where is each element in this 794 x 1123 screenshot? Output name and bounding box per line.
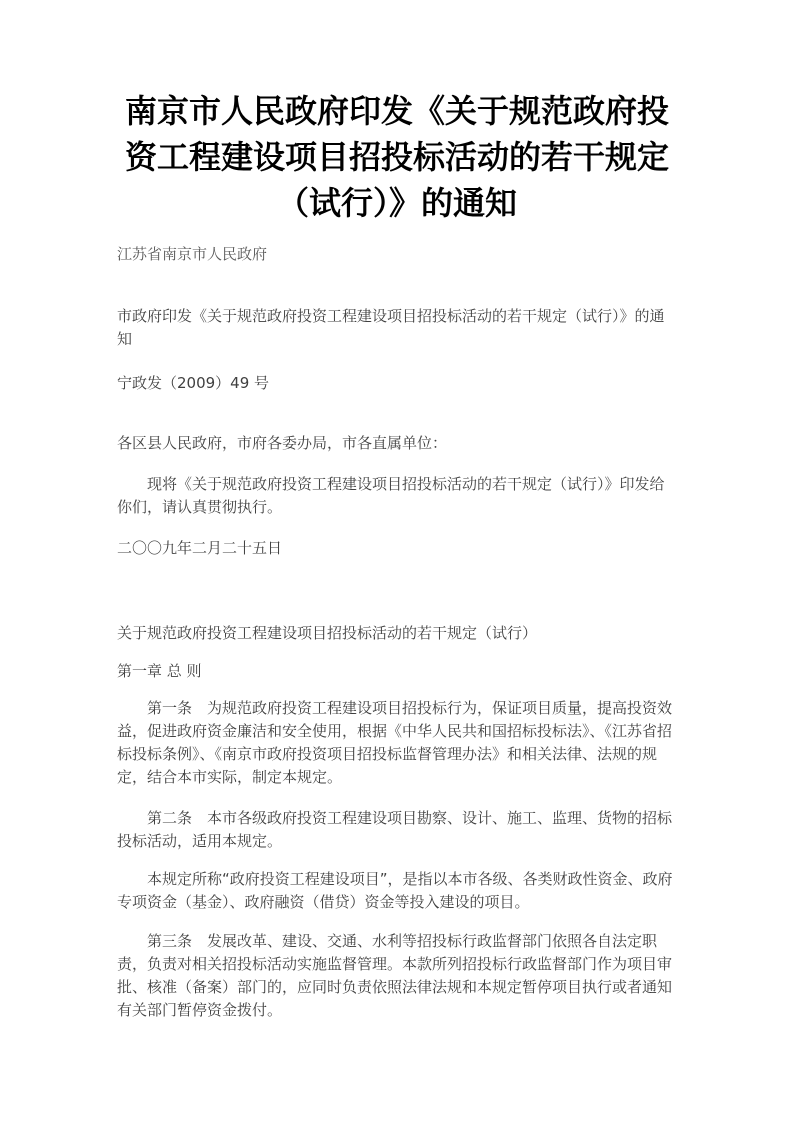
document-title: 南京市人民政府印发《关于规范政府投资工程建设项目招投标活动的若干规定（试行）》的通知 (124, 92, 669, 222)
date-line: 二〇〇九年二月二十五日 (117, 539, 283, 557)
article-2-paragraph: 第二条 本市各级政府投资工程建设项目勘察、设计、施工、监理、货物的招标投标活动，适用本规定。 (117, 809, 673, 850)
document-number: 宁政发（2009）49 号 (117, 374, 270, 392)
addressee-line: 各区县人民政府，市府各委办局，市各直属单位： (117, 434, 448, 452)
article-3-paragraph: 第三条 发展改革、建设、交通、水利等招投标行政监督部门依照各自法定职责，负责对相关招投标活动实施监督管理。本款所列招投标行政监督部门作为项目审批、核准（备案）部门的，应同时负责依照法律法规和本规定暂停项目执行或者通知有关部门暂停资金拨付。 (117, 932, 673, 1019)
article-2-definition-paragraph: 本规定所称“政府投资工程建设项目”，是指以本市各级、各类财政性资金、政府专项资金（基金）、政府融资（借贷）资金等投入建设的项目。 (117, 870, 673, 911)
document-body (117, 305, 677, 1022)
regulation-title: 关于规范政府投资工程建设项目招投标活动的若干规定（试行） (117, 624, 538, 642)
notice-subtitle: 市政府印发《关于规范政府投资工程建设项目招投标活动的若干规定（试行）》的通知 (117, 307, 665, 348)
chapter-heading: 第一章 总 则 (117, 662, 202, 680)
issuance-paragraph: 现将《关于规范政府投资工程建设项目招投标活动的若干规定（试行）》印发给你们，请认真贯彻执行。 (117, 475, 665, 516)
article-1-paragraph: 第一条 为规范政府投资工程建设项目招投标行为，保证项目质量，提高投资效益，促进政府资金廉洁和安全使用，根据《中华人民共和国招标投标法》、《江苏省招标投标条例》、《南京市政府投资项目招投标监督管理办法》和相关法律、法规的规定，结合本市实际，制定本规定。 (117, 699, 673, 786)
publisher-byline: 江苏省南京市人民政府 (117, 245, 268, 263)
